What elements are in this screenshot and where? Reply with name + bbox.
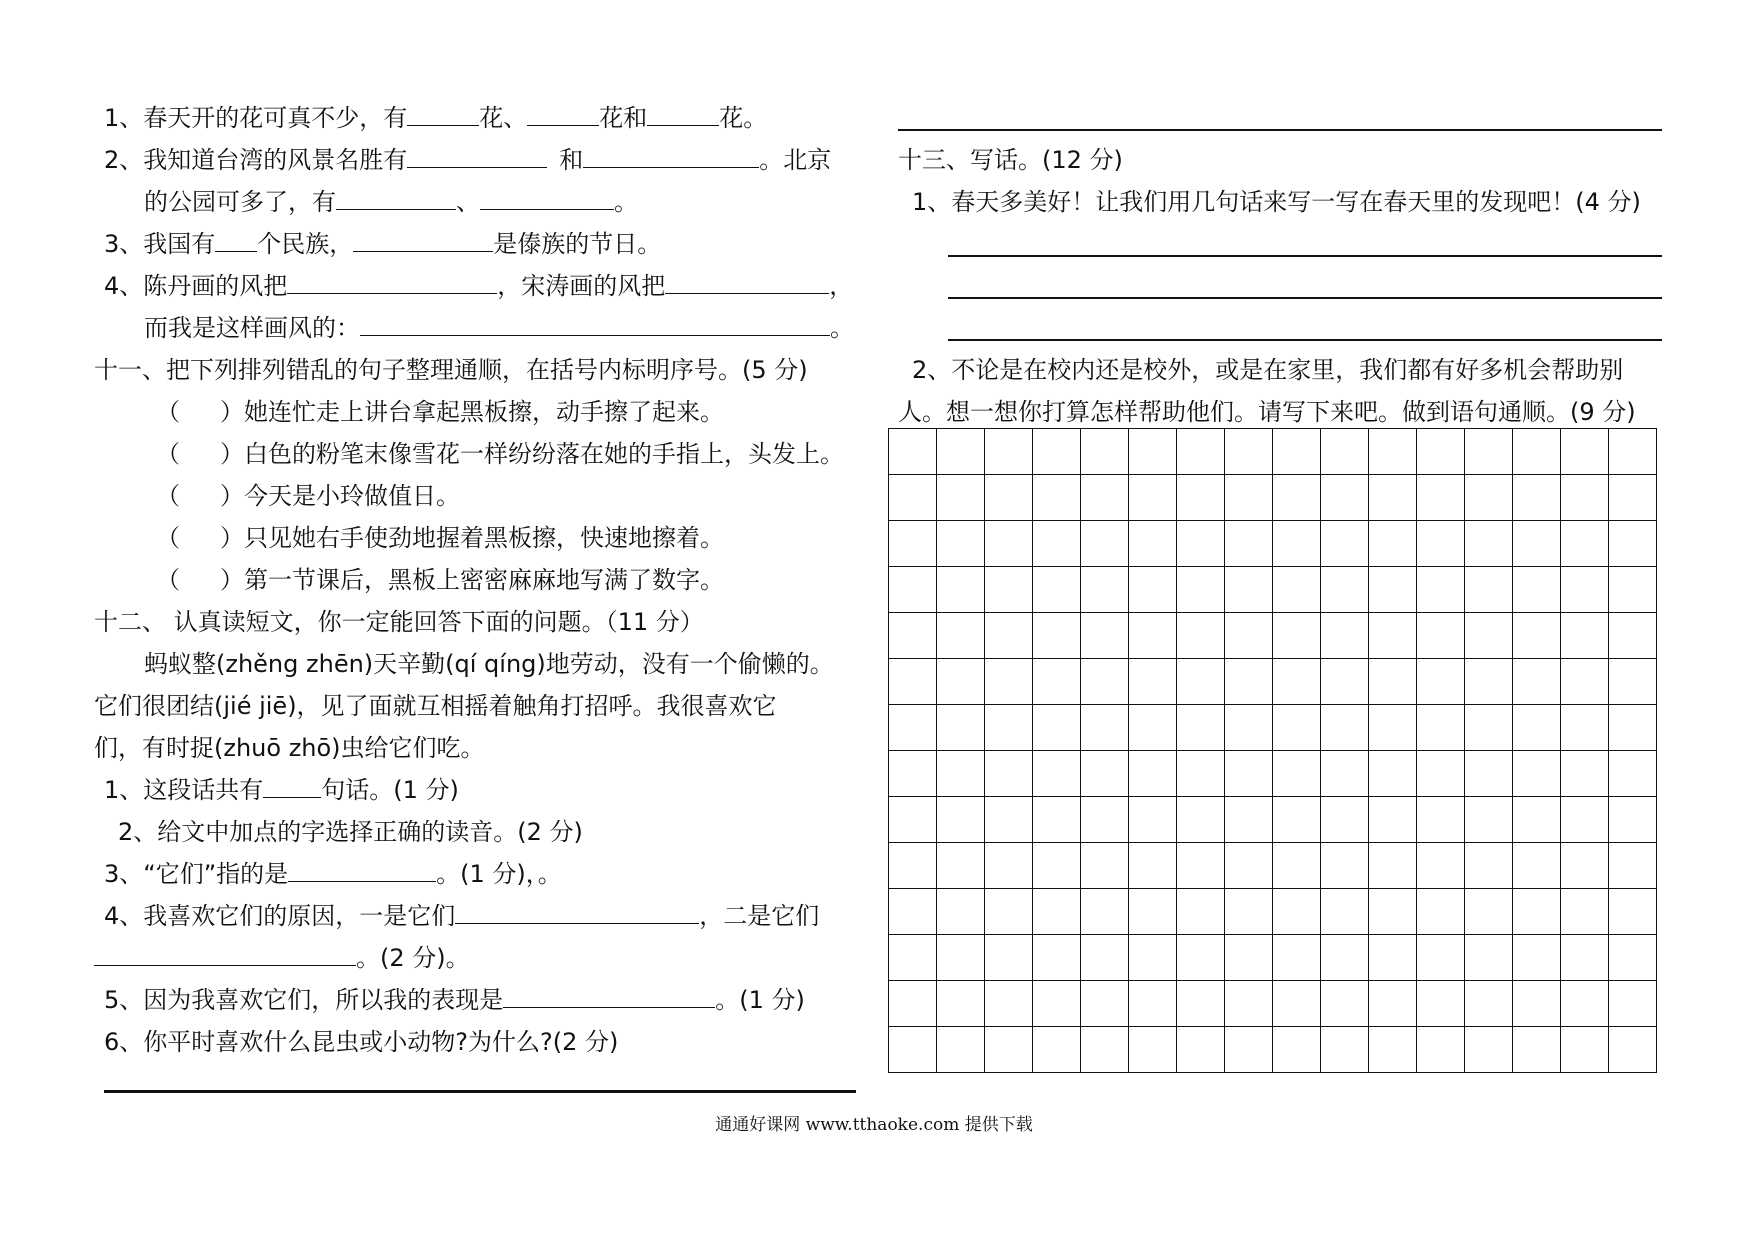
grid-cell[interactable] xyxy=(1129,843,1177,889)
grid-cell[interactable] xyxy=(1417,521,1465,567)
grid-cell[interactable] xyxy=(1177,429,1225,475)
grid-cell[interactable] xyxy=(1465,1027,1513,1073)
grid-cell[interactable] xyxy=(1561,659,1609,705)
grid-cell[interactable] xyxy=(1369,935,1417,981)
grid-cell[interactable] xyxy=(1081,751,1129,797)
section-11-title: 十一、把下列排列错乱的句子整理通顺，在括号内标明序号。(5 分) xyxy=(94,356,808,384)
answer-blank[interactable] xyxy=(336,187,456,210)
grid-cell[interactable] xyxy=(1465,797,1513,843)
grid-cell[interactable] xyxy=(1273,1027,1321,1073)
grid-cell[interactable] xyxy=(1513,475,1561,521)
grid-cell[interactable] xyxy=(1561,843,1609,889)
grid-cell[interactable] xyxy=(1417,613,1465,659)
reading-question-2: 2、给文中加点的字选择正确的读音。(2 分) xyxy=(118,818,583,846)
grid-cell[interactable] xyxy=(1609,1027,1657,1073)
grid-cell[interactable] xyxy=(1465,475,1513,521)
grid-cell[interactable] xyxy=(1177,981,1225,1027)
grid-cell[interactable] xyxy=(1273,659,1321,705)
grid-cell[interactable] xyxy=(889,981,937,1027)
grid-cell[interactable] xyxy=(1609,429,1657,475)
grid-cell[interactable] xyxy=(1177,843,1225,889)
grid-cell[interactable] xyxy=(1321,889,1369,935)
grid-cell[interactable] xyxy=(1513,797,1561,843)
grid-cell[interactable] xyxy=(937,705,985,751)
answer-blank[interactable] xyxy=(215,229,257,252)
grid-cell[interactable] xyxy=(1129,751,1177,797)
grid-cell[interactable] xyxy=(1465,705,1513,751)
answer-line[interactable] xyxy=(948,339,1662,341)
grid-cell[interactable] xyxy=(1033,567,1081,613)
fill-question-2-cont: 的公园可多了，有 、 。 xyxy=(144,188,638,216)
grid-cell[interactable] xyxy=(1033,613,1081,659)
grid-cell[interactable] xyxy=(1225,567,1273,613)
grid-cell[interactable] xyxy=(1033,843,1081,889)
grid-cell[interactable] xyxy=(985,843,1033,889)
grid-cell[interactable] xyxy=(1561,751,1609,797)
grid-cell[interactable] xyxy=(1369,751,1417,797)
grid-cell[interactable] xyxy=(1033,521,1081,567)
grid-cell[interactable] xyxy=(1033,429,1081,475)
grid-cell[interactable] xyxy=(1177,889,1225,935)
grid-cell[interactable] xyxy=(1465,843,1513,889)
grid-cell[interactable] xyxy=(1561,613,1609,659)
grid-cell[interactable] xyxy=(1609,567,1657,613)
grid-cell[interactable] xyxy=(1273,613,1321,659)
grid-cell[interactable] xyxy=(985,981,1033,1027)
grid-cell[interactable] xyxy=(1369,981,1417,1027)
grid-cell[interactable] xyxy=(1081,1027,1129,1073)
grid-cell[interactable] xyxy=(1321,613,1369,659)
grid-cell[interactable] xyxy=(1225,751,1273,797)
grid-cell[interactable] xyxy=(1417,889,1465,935)
grid-cell[interactable] xyxy=(889,935,937,981)
reading-question-4: 4、我喜欢它们的原因，一是它们 ，二是它们 xyxy=(104,902,820,930)
grid-cell[interactable] xyxy=(937,889,985,935)
answer-blank[interactable] xyxy=(647,103,719,126)
answer-blank[interactable] xyxy=(665,271,829,294)
grid-cell[interactable] xyxy=(1465,981,1513,1027)
grid-cell[interactable] xyxy=(1417,843,1465,889)
grid-cell[interactable] xyxy=(1513,521,1561,567)
grid-cell[interactable] xyxy=(1609,751,1657,797)
grid-cell[interactable] xyxy=(1273,521,1321,567)
grid-cell[interactable] xyxy=(1129,567,1177,613)
grid-cell[interactable] xyxy=(1321,1027,1369,1073)
grid-cell[interactable] xyxy=(1225,935,1273,981)
grid-cell[interactable] xyxy=(1225,659,1273,705)
order-item-4: （ ）只见她右手使劲地握着黑板擦，快速地擦着。 xyxy=(156,524,724,552)
grid-cell[interactable] xyxy=(1177,751,1225,797)
grid-cell[interactable] xyxy=(1465,521,1513,567)
grid-cell[interactable] xyxy=(1321,429,1369,475)
grid-cell[interactable] xyxy=(1561,1027,1609,1073)
grid-cell[interactable] xyxy=(1513,981,1561,1027)
grid-cell[interactable] xyxy=(1033,981,1081,1027)
grid-cell[interactable] xyxy=(937,797,985,843)
grid-cell[interactable] xyxy=(889,429,937,475)
footer-credit: 通通好课网 www.tthaoke.com 提供下载 xyxy=(715,1115,1033,1135)
grid-cell[interactable] xyxy=(1369,521,1417,567)
grid-cell[interactable] xyxy=(1513,567,1561,613)
grid-cell[interactable] xyxy=(1129,659,1177,705)
answer-line[interactable] xyxy=(948,255,1662,257)
grid-cell[interactable] xyxy=(1513,935,1561,981)
grid-cell[interactable] xyxy=(889,1027,937,1073)
answer-blank[interactable] xyxy=(527,103,599,126)
grid-cell[interactable] xyxy=(1129,613,1177,659)
grid-cell[interactable] xyxy=(889,797,937,843)
grid-cell[interactable] xyxy=(1465,429,1513,475)
grid-cell[interactable] xyxy=(1561,889,1609,935)
grid-cell[interactable] xyxy=(1369,705,1417,751)
grid-cell[interactable] xyxy=(889,889,937,935)
grid-cell[interactable] xyxy=(985,613,1033,659)
reading-question-5: 5、因为我喜欢它们，所以我的表现是 。(1 分) xyxy=(104,986,805,1014)
grid-cell[interactable] xyxy=(937,567,985,613)
grid-cell[interactable] xyxy=(1417,1027,1465,1073)
grid-cell[interactable] xyxy=(889,843,937,889)
grid-cell[interactable] xyxy=(1561,981,1609,1027)
grid-cell[interactable] xyxy=(1513,889,1561,935)
grid-cell[interactable] xyxy=(985,659,1033,705)
grid-cell[interactable] xyxy=(1609,981,1657,1027)
grid-cell[interactable] xyxy=(1129,889,1177,935)
grid-cell[interactable] xyxy=(985,429,1033,475)
fill-question-4: 4、陈丹画的风把 ，宋涛画的风把 ， xyxy=(104,272,854,300)
grid-cell[interactable] xyxy=(1177,797,1225,843)
grid-cell[interactable] xyxy=(1081,659,1129,705)
answer-blank[interactable] xyxy=(480,187,614,210)
grid-cell[interactable] xyxy=(889,613,937,659)
grid-cell[interactable] xyxy=(1273,981,1321,1027)
answer-blank[interactable] xyxy=(263,775,321,798)
grid-cell[interactable] xyxy=(1033,659,1081,705)
grid-cell[interactable] xyxy=(1033,797,1081,843)
grid-cell[interactable] xyxy=(1129,981,1177,1027)
section-12-title: 十二、 认真读短文，你一定能回答下面的问题。（11 分） xyxy=(94,608,704,636)
writing-question-2: 2、不论是在校内还是校外，或是在家里，我们都有好多机会帮助别 xyxy=(912,356,1624,384)
grid-cell[interactable] xyxy=(1417,705,1465,751)
grid-cell[interactable] xyxy=(1129,1027,1177,1073)
fill-question-1: 1、春天开的花可真不少，有 花、 花和 花。 xyxy=(104,104,768,132)
grid-cell[interactable] xyxy=(1465,659,1513,705)
grid-cell[interactable] xyxy=(937,659,985,705)
passage-line-1: 蚂蚁整(zhěng zhēn)天辛勤(qí qíng)地劳动，没有一个偷懒的。 xyxy=(144,650,834,678)
grid-cell[interactable] xyxy=(1273,475,1321,521)
grid-cell[interactable] xyxy=(1417,981,1465,1027)
grid-cell[interactable] xyxy=(985,475,1033,521)
grid-cell[interactable] xyxy=(1561,429,1609,475)
grid-cell[interactable] xyxy=(889,705,937,751)
grid-cell[interactable] xyxy=(985,889,1033,935)
grid-cell[interactable] xyxy=(1561,567,1609,613)
grid-cell[interactable] xyxy=(1081,935,1129,981)
grid-cell[interactable] xyxy=(1465,567,1513,613)
fill-question-4-cont: 而我是这样画风的： 。 xyxy=(144,314,854,342)
grid-cell[interactable] xyxy=(1081,475,1129,521)
grid-cell[interactable] xyxy=(1033,475,1081,521)
answer-blank[interactable] xyxy=(353,229,493,252)
grid-cell[interactable] xyxy=(1417,659,1465,705)
grid-cell[interactable] xyxy=(1609,521,1657,567)
grid-cell[interactable] xyxy=(937,521,985,567)
grid-cell[interactable] xyxy=(1417,935,1465,981)
grid-cell[interactable] xyxy=(1081,521,1129,567)
grid-cell[interactable] xyxy=(1369,889,1417,935)
grid-cell[interactable] xyxy=(1513,429,1561,475)
grid-cell[interactable] xyxy=(1081,843,1129,889)
grid-cell[interactable] xyxy=(1369,659,1417,705)
grid-cell[interactable] xyxy=(1177,1027,1225,1073)
grid-cell[interactable] xyxy=(1513,705,1561,751)
answer-line[interactable] xyxy=(898,129,1662,131)
answer-blank[interactable] xyxy=(287,271,497,294)
grid-cell[interactable] xyxy=(1321,705,1369,751)
grid-cell[interactable] xyxy=(1321,521,1369,567)
grid-cell[interactable] xyxy=(1225,475,1273,521)
answer-blank[interactable] xyxy=(94,943,356,966)
answer-blank[interactable] xyxy=(407,103,479,126)
grid-cell[interactable] xyxy=(1465,751,1513,797)
grid-cell[interactable] xyxy=(1081,705,1129,751)
reading-question-4-cont: 。(2 分)。 xyxy=(94,943,470,973)
grid-cell[interactable] xyxy=(1417,797,1465,843)
reading-question-3: 3、“它们”指的是 。(1 分)，。 xyxy=(104,860,562,888)
grid-cell[interactable] xyxy=(985,1027,1033,1073)
grid-cell[interactable] xyxy=(1321,751,1369,797)
answer-blank[interactable] xyxy=(583,145,759,168)
grid-cell[interactable] xyxy=(1033,889,1081,935)
grid-cell[interactable] xyxy=(1273,843,1321,889)
grid-cell[interactable] xyxy=(1417,751,1465,797)
grid-cell[interactable] xyxy=(1081,797,1129,843)
passage-line-2: 它们很团结(jié jiē)，见了面就互相摇着触角打招呼。我很喜欢它 xyxy=(94,692,777,720)
answer-blank[interactable] xyxy=(360,313,830,336)
grid-cell[interactable] xyxy=(1321,475,1369,521)
grid-cell[interactable] xyxy=(1273,567,1321,613)
writing-grid-table[interactable] xyxy=(888,428,1657,1073)
grid-cell[interactable] xyxy=(1369,429,1417,475)
grid-cell[interactable] xyxy=(889,751,937,797)
writing-question-1: 1、春天多美好！让我们用几句话来写一写在春天里的发现吧！(4 分) xyxy=(912,188,1641,216)
grid-cell[interactable] xyxy=(1609,475,1657,521)
grid-cell[interactable] xyxy=(1081,429,1129,475)
grid-cell[interactable] xyxy=(1561,521,1609,567)
grid-cell[interactable] xyxy=(937,843,985,889)
grid-cell[interactable] xyxy=(1321,567,1369,613)
grid-cell[interactable] xyxy=(985,935,1033,981)
grid-cell[interactable] xyxy=(985,567,1033,613)
grid-cell[interactable] xyxy=(1273,889,1321,935)
grid-cell[interactable] xyxy=(937,981,985,1027)
answer-blank[interactable] xyxy=(455,901,699,924)
grid-cell[interactable] xyxy=(1177,613,1225,659)
grid-cell[interactable] xyxy=(1081,889,1129,935)
grid-cell[interactable] xyxy=(937,1027,985,1073)
fill-question-2: 2、我知道台湾的风景名胜有 和 。北京 xyxy=(104,146,832,174)
writing-grid[interactable] xyxy=(888,428,1657,1073)
grid-cell[interactable] xyxy=(1321,935,1369,981)
grid-cell[interactable] xyxy=(1225,613,1273,659)
grid-cell[interactable] xyxy=(1513,843,1561,889)
grid-cell[interactable] xyxy=(985,751,1033,797)
grid-cell[interactable] xyxy=(1177,659,1225,705)
grid-cell[interactable] xyxy=(1465,613,1513,659)
grid-cell[interactable] xyxy=(1369,613,1417,659)
grid-cell[interactable] xyxy=(985,705,1033,751)
grid-cell[interactable] xyxy=(1081,567,1129,613)
grid-cell[interactable] xyxy=(1273,429,1321,475)
grid-cell[interactable] xyxy=(889,567,937,613)
grid-cell[interactable] xyxy=(1129,521,1177,567)
grid-cell[interactable] xyxy=(1177,521,1225,567)
grid-cell[interactable] xyxy=(1225,797,1273,843)
grid-cell[interactable] xyxy=(1033,935,1081,981)
grid-cell[interactable] xyxy=(1321,659,1369,705)
grid-cell[interactable] xyxy=(1369,843,1417,889)
grid-cell[interactable] xyxy=(1369,797,1417,843)
grid-cell[interactable] xyxy=(1033,705,1081,751)
grid-cell[interactable] xyxy=(1609,935,1657,981)
grid-cell[interactable] xyxy=(1129,705,1177,751)
grid-cell[interactable] xyxy=(1465,889,1513,935)
grid-cell[interactable] xyxy=(1321,981,1369,1027)
grid-cell[interactable] xyxy=(1561,797,1609,843)
section-13-title: 十三、写话。(12 分) xyxy=(898,146,1123,174)
grid-cell[interactable] xyxy=(937,751,985,797)
grid-cell[interactable] xyxy=(889,475,937,521)
grid-cell[interactable] xyxy=(1609,659,1657,705)
grid-cell[interactable] xyxy=(1369,567,1417,613)
grid-cell[interactable] xyxy=(1417,567,1465,613)
reading-question-1: 1、这段话共有 句话。(1 分) xyxy=(104,776,459,804)
grid-cell[interactable] xyxy=(1273,797,1321,843)
grid-cell[interactable] xyxy=(1177,475,1225,521)
grid-cell[interactable] xyxy=(1225,705,1273,751)
grid-cell[interactable] xyxy=(1081,613,1129,659)
grid-cell[interactable] xyxy=(1177,935,1225,981)
grid-cell[interactable] xyxy=(1609,705,1657,751)
grid-cell[interactable] xyxy=(1417,475,1465,521)
grid-cell[interactable] xyxy=(1033,751,1081,797)
grid-cell[interactable] xyxy=(1129,475,1177,521)
grid-cell[interactable] xyxy=(1225,889,1273,935)
writing-question-2-cont: 人。想一想你打算怎样帮助他们。请写下来吧。做到语句通顺。(9 分) xyxy=(898,398,1636,426)
grid-cell[interactable] xyxy=(1609,843,1657,889)
answer-line[interactable] xyxy=(948,297,1662,299)
grid-cell[interactable] xyxy=(985,797,1033,843)
grid-cell[interactable] xyxy=(1225,981,1273,1027)
grid-cell[interactable] xyxy=(1321,843,1369,889)
grid-cell[interactable] xyxy=(1465,935,1513,981)
grid-cell[interactable] xyxy=(1561,935,1609,981)
grid-cell[interactable] xyxy=(1177,705,1225,751)
grid-cell[interactable] xyxy=(937,613,985,659)
grid-cell[interactable] xyxy=(1561,705,1609,751)
grid-cell[interactable] xyxy=(1321,797,1369,843)
grid-cell[interactable] xyxy=(937,475,985,521)
answer-blank[interactable] xyxy=(288,859,436,882)
grid-cell[interactable] xyxy=(1225,843,1273,889)
answer-line[interactable] xyxy=(104,1090,856,1093)
grid-cell[interactable] xyxy=(1417,429,1465,475)
answer-blank[interactable] xyxy=(407,145,547,168)
grid-cell[interactable] xyxy=(1369,1027,1417,1073)
grid-cell[interactable] xyxy=(1609,613,1657,659)
grid-cell[interactable] xyxy=(1273,705,1321,751)
grid-cell[interactable] xyxy=(1033,1027,1081,1073)
order-item-3: （ ）今天是小玲做值日。 xyxy=(156,482,460,510)
order-item-2: （ ）白色的粉笔末像雪花一样纷纷落在她的手指上，头发上。 xyxy=(156,440,844,468)
grid-cell[interactable] xyxy=(1129,797,1177,843)
grid-cell[interactable] xyxy=(937,429,985,475)
order-item-5: （ ）第一节课后，黑板上密密麻麻地写满了数字。 xyxy=(156,566,724,594)
grid-cell[interactable] xyxy=(937,935,985,981)
grid-cell[interactable] xyxy=(985,521,1033,567)
grid-cell[interactable] xyxy=(1513,1027,1561,1073)
grid-cell[interactable] xyxy=(1369,475,1417,521)
grid-cell[interactable] xyxy=(889,521,937,567)
grid-cell[interactable] xyxy=(1513,751,1561,797)
grid-cell[interactable] xyxy=(1273,751,1321,797)
fill-question-3: 3、我国有 个民族， 是傣族的节日。 xyxy=(104,230,662,258)
grid-cell[interactable] xyxy=(1561,475,1609,521)
grid-cell[interactable] xyxy=(1177,567,1225,613)
order-item-1: （ ）她连忙走上讲台拿起黑板擦，动手擦了起来。 xyxy=(156,398,724,426)
reading-question-6: 6、你平时喜欢什么昆虫或小动物?为什么?(2 分) xyxy=(104,1028,619,1056)
grid-cell[interactable] xyxy=(1129,935,1177,981)
grid-cell[interactable] xyxy=(1225,521,1273,567)
grid-cell[interactable] xyxy=(1513,659,1561,705)
grid-cell[interactable] xyxy=(1273,935,1321,981)
grid-cell[interactable] xyxy=(1081,981,1129,1027)
passage-line-3: 们，有时捉(zhuō zhō)虫给它们吃。 xyxy=(94,734,485,762)
grid-cell[interactable] xyxy=(1513,613,1561,659)
grid-cell[interactable] xyxy=(1225,429,1273,475)
grid-cell[interactable] xyxy=(1609,797,1657,843)
grid-cell[interactable] xyxy=(1129,429,1177,475)
grid-cell[interactable] xyxy=(889,659,937,705)
grid-cell[interactable] xyxy=(1225,1027,1273,1073)
answer-blank[interactable] xyxy=(503,985,715,1008)
grid-cell[interactable] xyxy=(1609,889,1657,935)
